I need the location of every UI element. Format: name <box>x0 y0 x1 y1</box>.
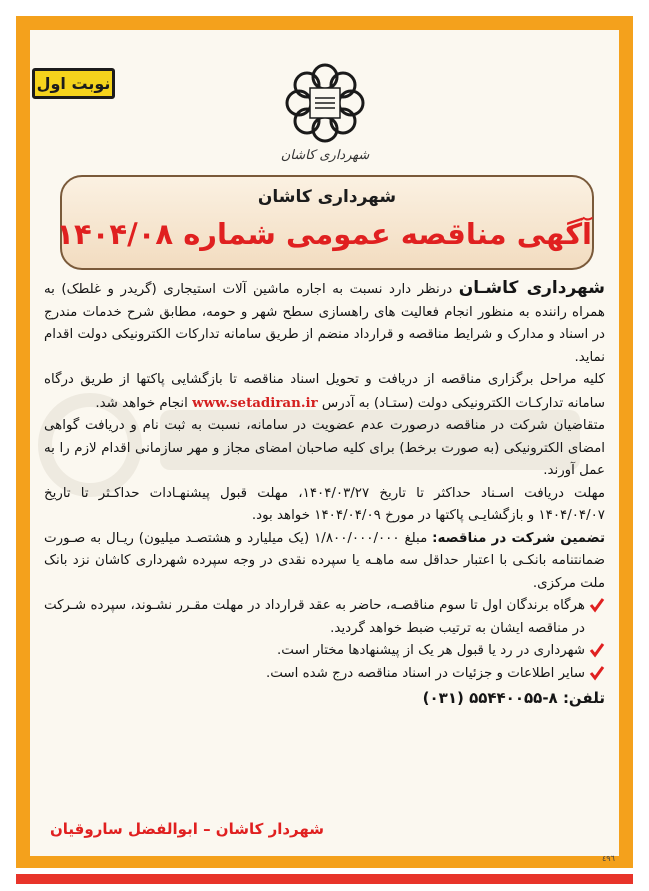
paragraph-process-end: انجام خواهد شد. <box>95 395 193 411</box>
phone-label: تلفن: <box>562 689 605 707</box>
phone-line <box>44 687 605 710</box>
paragraph-intro <box>44 277 605 369</box>
condition-text: هرگاه برندگان اول تا سوم مناقصـه، حاضر به عقد قرارداد در مهلت مقـرر نشـوند، سپرده شـرکت در مناقصه ایشان به ترتیب ضبط خواهد گردید. <box>44 598 585 636</box>
paragraph-deadlines: مهلت دریافت اسـناد حداکثر تا تاریخ ۱۴۰۴/۰۳/۲۷، مهلت قبول پیشنهـادات حداکـثر تا تاریخ ۱۴۰۴/۰۴/۰۷ و بازگشایـی پاکتها در مورخ ۱۴۰۴/۰۴/۰۹ خواهد بود. <box>44 485 605 523</box>
announcement-frame <box>16 16 633 868</box>
footnote-code: ٤٩٦ <box>602 854 615 863</box>
paragraph-process <box>44 369 605 415</box>
header-subtitle: شهرداری کاشان <box>257 187 397 207</box>
guarantee-text: مبلغ ۱/۸۰۰/۰۰۰/۰۰۰ (یک میلیارد و هشتصـد میلیون) ریـال به صـورت ضمانتنامه بانکـی با اعتبار حداقل سه ماهـه یا سپرده نقدی در وجه سپرده شهرداری کاشان نزد بانک ملت مرکزی. <box>44 530 605 591</box>
paragraph-guarantee <box>44 528 605 596</box>
condition-text: شهرداری در رد یا قبول هر یک از پیشنهادها مختار است. <box>277 643 585 658</box>
guarantee-label: تضمین شرکت در مناقصه: <box>432 530 606 546</box>
paragraph-process-text: کلیه مراحل برگزاری مناقصه از دریافت و تحویل اسناد مناقصه تا بازگشایی پاکتها از طریق درگاه سامانه تدارکـات الکترونیکی دولت (ستـاد) به آدرس <box>44 372 605 411</box>
announcement-body <box>44 277 605 710</box>
phone-number: ۸-۵۵۴۴۰۰۵۵ (۰۳۱) <box>422 689 558 707</box>
first-round-badge: نوبت اول <box>32 68 115 99</box>
list-item <box>44 663 605 686</box>
title-box <box>56 175 594 270</box>
header-title: آگهی مناقصه عمومی شماره ۱۴۰۴/۰۸ <box>56 217 592 251</box>
bottom-red-bar <box>16 874 633 884</box>
mayor-signature: شهردار کاشان – ابوالفضل ساروقیان <box>50 820 325 838</box>
list-item <box>44 640 605 663</box>
announcement-panel <box>30 30 619 863</box>
paragraph-registration: متقاضیان شرکت در مناقصه درصورت عدم عضویت در سامانه، نسبت به ثبت نام و دریافت گواهی امضای الکترونیکی (به صورت برخط) برای کلیه صاحبان امضای مجاز و مهر سازمانی اقدام لازم را به عمل آورند. <box>44 418 605 478</box>
list-item <box>44 595 605 640</box>
setadiran-link[interactable]: www.setadiran.ir <box>192 394 318 411</box>
conditions-list <box>44 595 605 685</box>
municipality-name: شهرداری کاشـان <box>458 278 606 298</box>
check-icon <box>589 597 605 613</box>
check-icon <box>589 642 605 658</box>
check-icon <box>589 665 605 681</box>
condition-text: سایر اطلاعات و جزئیات در اسناد مناقصه درج شده است. <box>266 665 585 681</box>
paragraph-intro-text: درنظر دارد نسبت به اجاره ماشین آلات استیجاری (گریدر و غلطک) به همراه راننده به منظور انجام فعالیت های راهسازی سطح شهر و حومه، مطابق شرح خدمات مندرج در اسناد و مدارک و شرایط مناقصه و قرارداد منضم از طریق سامانه تدارکات الکترونیکی دولت اقدام نماید. <box>44 282 605 365</box>
kashan-municipality-logo-icon <box>280 58 370 148</box>
logo-caption: شهرداری کاشان <box>280 148 370 163</box>
